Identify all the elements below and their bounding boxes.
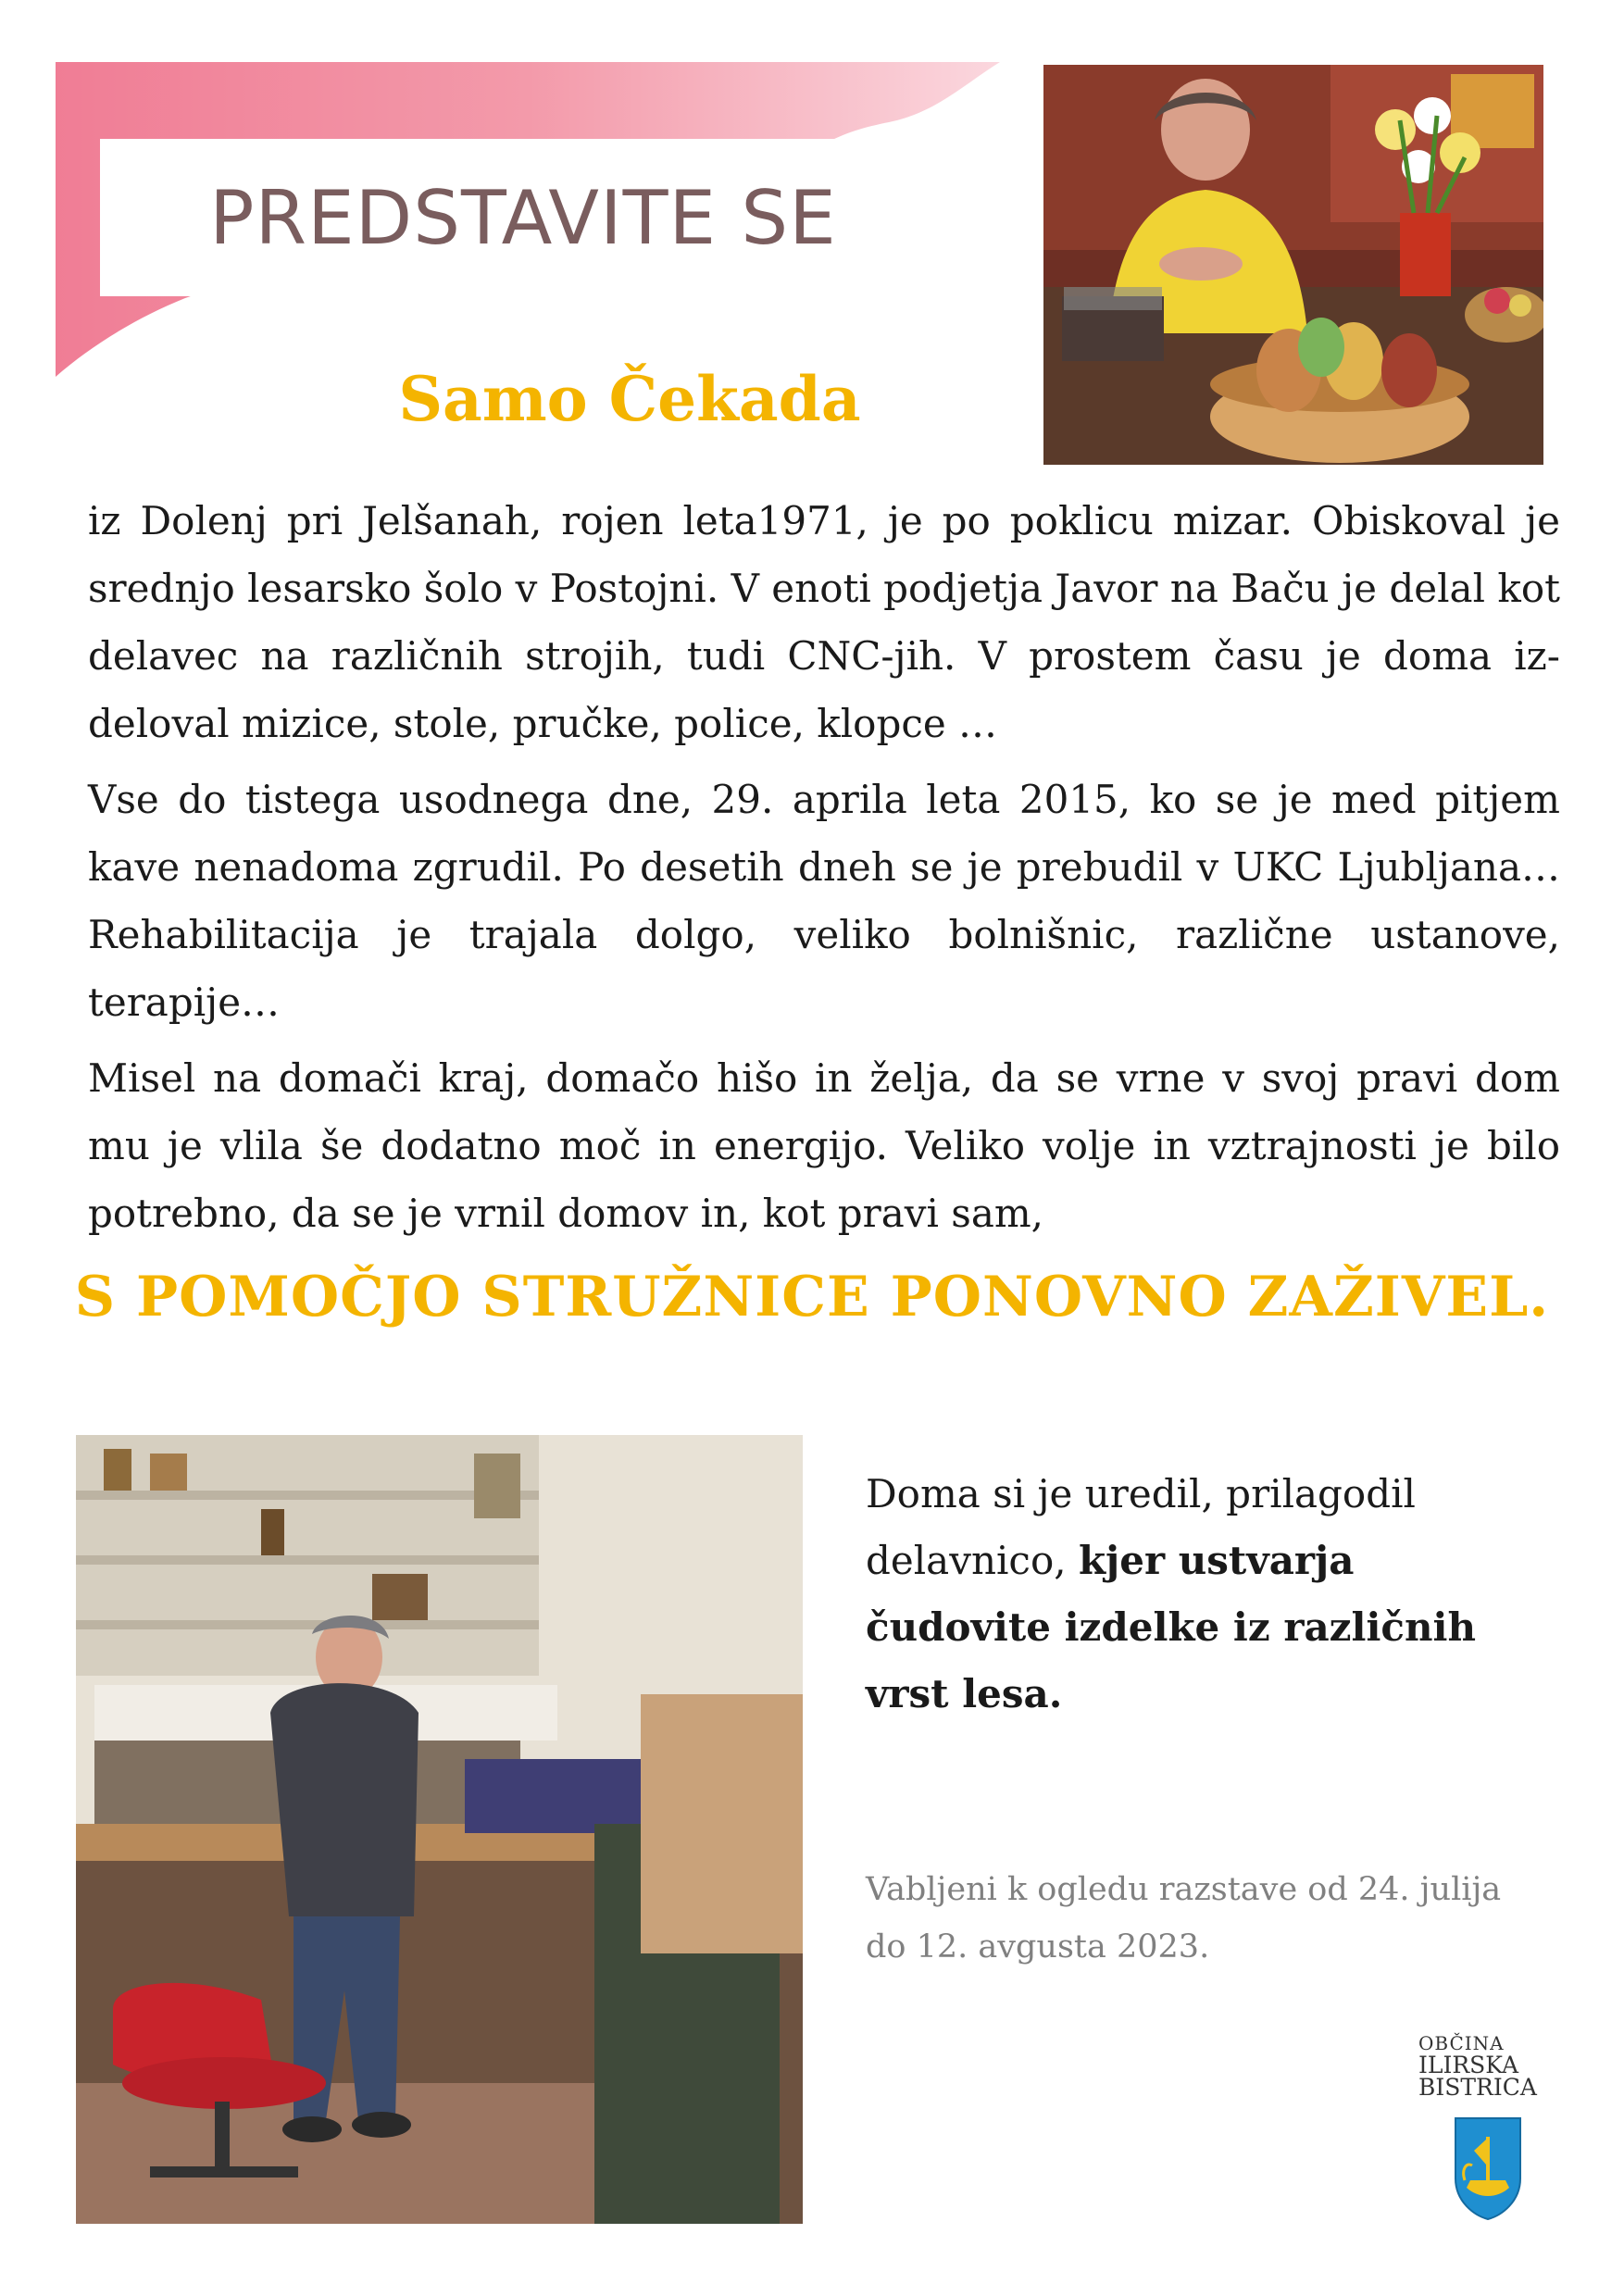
person-name: Samo Čekada	[398, 363, 861, 435]
portrait-photo	[1043, 65, 1543, 465]
article-body	[88, 487, 1560, 1255]
logo-line: ILIRSKA	[1418, 2052, 1519, 2078]
paragraph: Misel na domači kraj, domačo hišo in želja, da se vrne v svoj pravi dom mu je vlila še dodatno moč in energijo. Veliko volje in vztrajnosti je bilo potrebno, da se je vrnil domov in, kot pravi sam,	[88, 1055, 1560, 1236]
paragraph: iz Dolenj pri Jelšanah, rojen leta1971, je po poklicu mizar. Obiskoval je srednjo lesarsko šolo v Postojni. V enoti podjetja Javor na Baču je delal kot delavec na različnih strojih, tudi CNC-jih. V prostem času je doma iz-deloval mizice, stole, pručke, police, klopce …	[88, 498, 1560, 746]
logo-line: OBČINA	[1418, 2032, 1505, 2054]
invitation-line: Vabljeni k ogledu razstave od 24. julija	[866, 1871, 1502, 1908]
slogan: S POMOČJO STRUŽNICE PONOVNO ZAŽIVEL.	[74, 1265, 1550, 1329]
side-intro: Doma si je uredil, prilagodil delavnico,	[866, 1471, 1416, 1583]
side-text	[866, 1461, 1542, 1728]
header-banner	[56, 57, 1009, 381]
side-highlight: kjer ustvarja čudovite izdelke iz različnih vrst lesa.	[866, 1538, 1477, 1716]
logo-text	[1418, 2032, 1557, 2099]
workshop-photo	[76, 1435, 803, 2224]
coat-of-arms-icon	[1418, 2114, 1557, 2222]
municipality-logo	[1418, 2032, 1557, 2222]
invitation-line: do 12. avgusta 2023.	[866, 1928, 1210, 1965]
banner-title: PREDSTAVITE SE	[209, 174, 837, 261]
invitation	[866, 1861, 1542, 1976]
paragraph: Vse do tistega usodnega dne, 29. aprila leta 2015, ko se je med pitjem kave nenadoma zgrudil. Po desetih dneh se je prebudil v UKC Ljubljana… Rehabilitacija je trajala dolgo, veliko bolnišnic, različne ustanove, terapije…	[88, 777, 1560, 1025]
logo-line: BISTRICA	[1418, 2074, 1537, 2101]
